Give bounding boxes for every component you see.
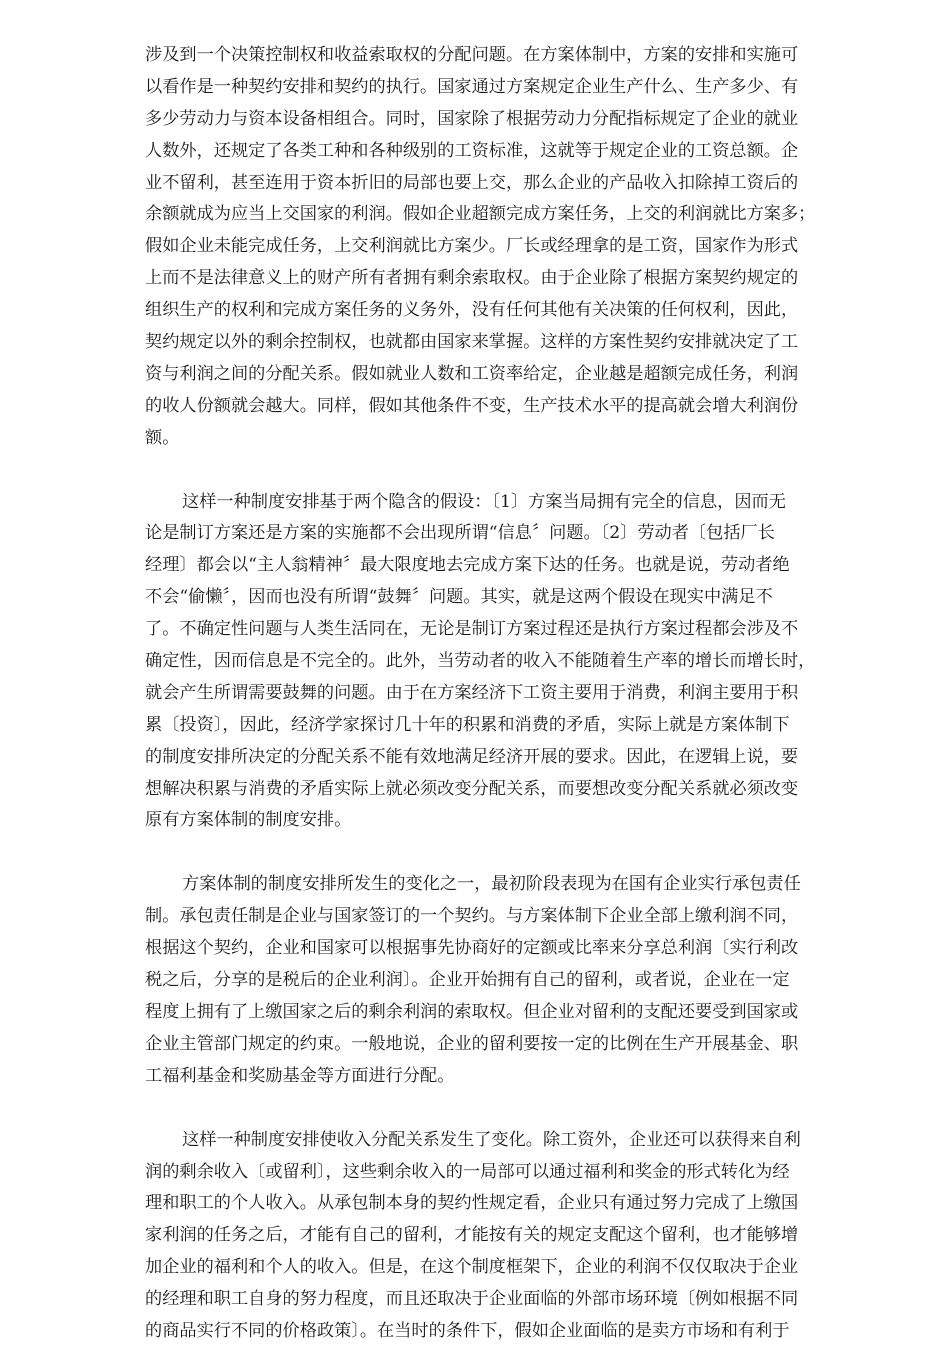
text-line: 以看作是一种契约安排和契约的执行。国家通过方案规定企业生产什么、生产多少、有 [145,76,799,97]
document-body [145,40,880,1348]
paragraph-1 [145,40,880,455]
text-line: 家利润的任务之后，才能有自己的留利，才能按有关的规定支配这个留利，也才能够增 [145,1225,799,1246]
text-line: 这样一种制度安排使收入分配关系发生了变化。除工资外，企业还可以获得来自利 [182,1129,801,1150]
text-line: 组织生产的权利和完成方案任务的义务外，没有任何其他有关决策的任何权利，因此， [145,300,799,321]
text-line: 的制度安排所决定的分配关系不能有效地满足经济开展的要求。因此，在逻辑上说，要 [145,746,799,767]
text-line: 企业主管部门规定的约束。一般地说，企业的留利要按一定的比例在生产开展基金、职 [145,1033,799,1054]
text-line: 制。承包责任制是企业与国家签订的一个契约。与方案体制下企业全部上缴利润不同， [145,906,799,927]
paragraph-3 [145,869,880,1092]
text-line: 经理〕都会以“主人翁精神〞最大限度地去完成方案下达的任务。也就是说，劳动者绝 [145,555,790,576]
text-line: 资与利润之间的分配关系。假如就业人数和工资率给定，企业越是超额完成任务，利润 [145,363,799,384]
text-line: 人数外，还规定了各类工种和各种级别的工资标准，这就等于规定企业的工资总额。企 [145,140,799,161]
text-line: 润的剩余收入〔或留利〕，这些剩余收入的一局部可以通过福利和奖金的形式转化为经 [145,1161,790,1182]
text-line: 涉及到一个决策控制权和收益索取权的分配问题。在方案体制中，方案的安排和实施可 [145,45,799,65]
text-line: 原有方案体制的制度安排。 [145,810,352,831]
text-line: 根据这个契约，企业和国家可以根据事先协商好的定额或比率来分享总利润〔实行利改 [145,938,799,959]
paragraph-gap [145,455,880,487]
text-line: 余额就成为应当上交国家的利润。假如企业超额完成方案任务，上交的利润就比方案多； [145,204,816,225]
text-line: 累〔投资〕，因此，经济学家探讨几十年的积累和消费的矛盾，实际上就是方案体制下 [145,714,790,735]
paragraph-4 [145,1125,880,1348]
text-line: 业不留利，甚至连用于资本折旧的局部也要上交，那么企业的产品收入扣除掉工资后的 [145,172,799,193]
text-line: 加企业的福利和个人的收入。但是，在这个制度框架下，企业的利润不仅仅取决于企业 [145,1257,799,1278]
text-line: 想解决积累与消费的矛盾实际上就必须改变分配关系，而要想改变分配关系就必须改变 [145,778,799,799]
text-line: 论是制订方案还是方案的实施都不会出现所谓“信息〞问题。〔2〕劳动者〔包括厂长 [145,523,775,544]
text-line: 理和职工的个人收入。从承包制本身的契约性规定看，企业只有通过努力完成了上缴国 [145,1193,799,1214]
text-line: 不会“偷懒〞，因而也没有所谓“鼓舞〞问题。其实，就是这两个假设在现实中满足不 [145,587,773,608]
text-line: 了。不确定性问题与人类生活同在，无论是制订方案过程还是执行方案过程都会涉及不 [145,619,799,640]
text-line: 工福利基金和奖励基金等方面进行分配。 [145,1065,455,1086]
text-line: 上而不是法律意义上的财产所有者拥有剩余索取权。由于企业除了根据方案契约规定的 [145,268,799,289]
text-line: 契约规定以外的剩余控制权，也就都由国家来掌握。这样的方案性契约安排就决定了工 [145,332,799,353]
text-line: 假如企业未能完成任务，上交利润就比方案少。厂长或经理拿的是工资，国家作为形式 [145,236,799,257]
paragraph-gap [145,837,880,869]
text-line: 的收人份额就会越大。同样，假如其他条件不变，生产技术水平的提高就会增大利润份 [145,395,799,416]
text-line: 的商品实行不同的价格政策〕。在当时的条件下，假如企业面临的是卖方市场和有利于 [145,1320,790,1341]
text-line: 多少劳动力与资本设备相组合。同时，国家除了根据劳动力分配指标规定了企业的就业 [145,108,799,129]
text-line: 税之后，分享的是税后的企业利润〕。企业开始拥有自己的留利，或者说，企业在一定 [145,970,790,991]
text-line: 额。 [145,427,180,448]
paragraph-2 [145,487,880,838]
paragraph-gap [145,1093,880,1125]
text-line: 就会产生所谓需要鼓舞的问题。由于在方案经济下工资主要用于消费，利润主要用于积 [145,682,799,703]
text-line: 程度上拥有了上缴国家之后的剩余利润的索取权。但企业对留利的支配还要受到国家或 [145,1001,799,1022]
text-line: 的经理和职工自身的努力程度，而且还取决于企业面临的外部市场环境〔例如根据不同 [145,1289,799,1310]
text-line: 方案体制的制度安排所发生的变化之一，最初阶段表现为在国有企业实行承包责任 [182,874,801,895]
text-line: 这样一种制度安排基于两个隐含的假设：〔1〕方案当局拥有完全的信息，因而无 [182,491,786,512]
text-line: 确定性，因而信息是不完全的。此外，当劳动者的收入不能随着生产率的增长而增长时， [145,651,816,672]
